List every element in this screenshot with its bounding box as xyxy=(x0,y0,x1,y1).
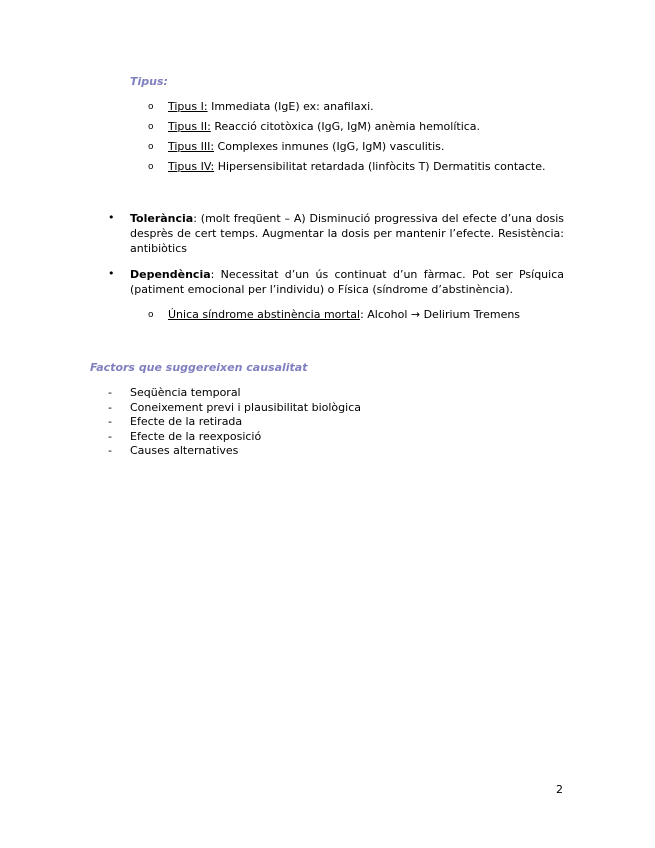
tipus-text: Reacció citotòxica (IgG, IgM) anèmia hemolítica. xyxy=(210,120,481,133)
factor-text: Efecte de la retirada xyxy=(130,415,243,429)
factors-heading: Factors que suggereixen causalitat xyxy=(90,361,308,374)
bullet-icon: • xyxy=(108,267,115,280)
tipus-text: Complexes inmunes (IgG, IgM) vasculitis. xyxy=(214,140,445,153)
circle-bullet-icon: o xyxy=(148,122,154,132)
tipus-heading: Tipus: xyxy=(130,75,168,88)
unica-text: : Alcohol → Delirium Tremens xyxy=(360,308,521,321)
circle-bullet-icon: o xyxy=(148,310,154,320)
dash-marker: - xyxy=(108,415,112,429)
tolerancia-text: : (molt freqüent – A) Disminució progressiva del efecte d’una dosis desprès de cert temps. Augmentar la dosis per mantenir l’efecte. Resistència: antibiòtics xyxy=(130,212,564,255)
tipus-label: Tipus II: xyxy=(168,120,211,133)
tipus-label: Tipus I: xyxy=(168,100,208,113)
factor-text: Causes alternatives xyxy=(130,444,239,458)
factor-text: Coneixement previ i plausibilitat biològica xyxy=(130,400,361,414)
tolerancia-item xyxy=(108,211,564,256)
circle-bullet-icon: o xyxy=(148,162,154,172)
dependencia-item xyxy=(108,267,564,297)
dash-marker: - xyxy=(108,400,112,414)
tipus-text: Hipersensibilitat retardada (linfòcits T) Dermatitis contacte. xyxy=(214,160,546,173)
dependencia-term: Dependència xyxy=(130,268,211,281)
unica-label: Única síndrome abstinència mortal xyxy=(168,308,361,321)
bullet-icon: • xyxy=(108,211,115,224)
circle-bullet-icon: o xyxy=(148,142,154,152)
dash-marker: - xyxy=(108,444,112,458)
factor-text: Seqüència temporal xyxy=(130,386,241,399)
dependencia-text: : Necessitat d’un ús continuat d’un fàrmac. Pot ser Psíquica (patiment emocional per l’individu) o Física (síndrome d’abstinència). xyxy=(130,268,564,296)
dash-marker: - xyxy=(108,429,112,443)
circle-bullet-icon: o xyxy=(148,102,154,112)
tolerancia-term: Tolerància xyxy=(130,212,194,225)
factor-text: Efecte de la reexposició xyxy=(130,429,262,443)
tipus-label: Tipus IV: xyxy=(168,160,215,173)
tipus-label: Tipus III: xyxy=(168,140,215,153)
page-number: 2 xyxy=(556,783,563,796)
tipus-text: Immediata (IgE) ex: anafilaxi. xyxy=(207,100,374,113)
dash-marker: - xyxy=(108,386,112,399)
